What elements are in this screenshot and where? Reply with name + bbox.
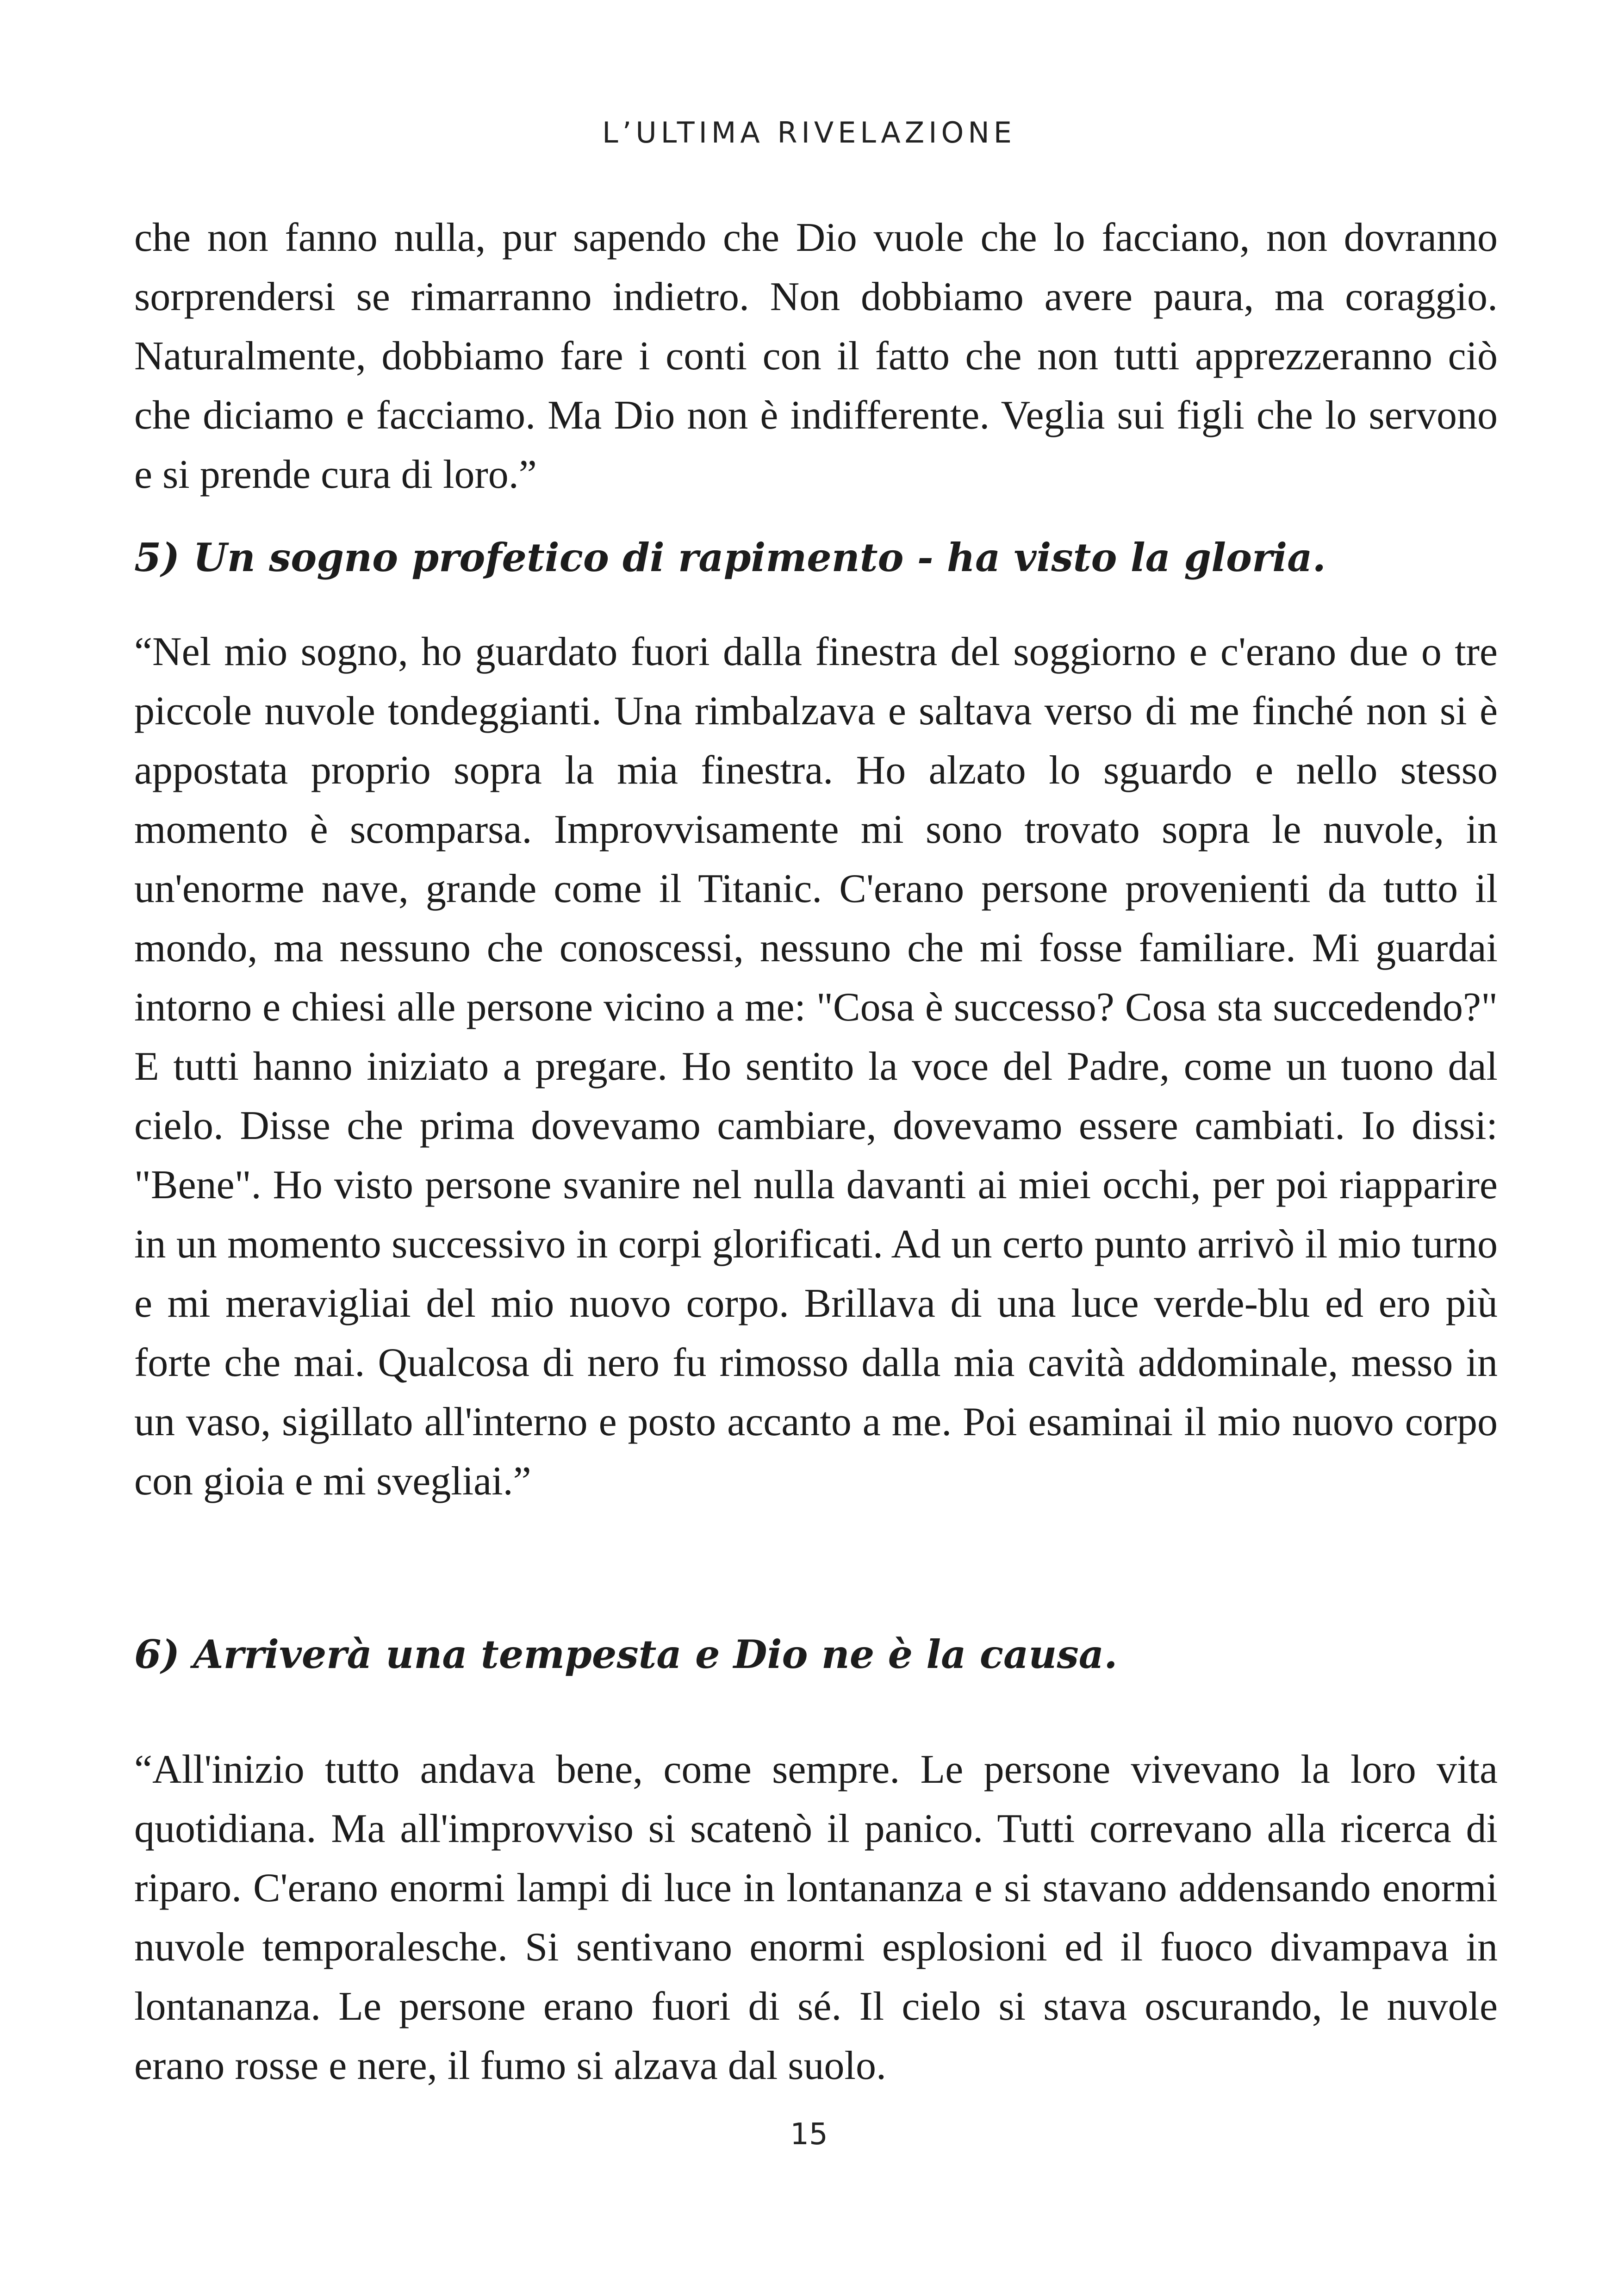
paragraph-text: “All'inizio tutto andava bene, come sempre. Le persone vivevano la loro vita quotidiana. Ma all'improvviso si scatenò il panico. Tutti correvano alla ricerca di riparo. C'erano enormi lampi di luce in lontananza e si stavano addensando enormi nuvole temporalesche. Si sentivano enormi esplosioni ed il fuoco divampava in lontananza. Le persone erano fuori di sé. Il cielo si stava oscurando, le nuvole erano rosse e nere, il fumo si alzava dal suolo.	[134, 1747, 1498, 2088]
paragraph-text: che non fanno nulla, pur sapendo che Dio vuole che lo facciano, non dovranno sorprendersi se rimarranno indietro. Non dobbiamo avere paura, ma coraggio. Naturalmente, dobbiamo fare i conti con il fatto che non tutti apprezzeranno ciò che diciamo e facciamo. Ma Dio non è indifferente. Veglia sui figli che lo servono e si prende cura di loro.”	[134, 215, 1498, 497]
section-heading-5: 5) Un sogno profetico di rapimento - ha visto la gloria.	[134, 535, 1326, 580]
running-title: L’ULTIMA RIVELAZIONE	[602, 116, 1016, 149]
page-number: 15	[790, 2117, 828, 2152]
paragraph-storm	[134, 1740, 1498, 2096]
paragraph-continued	[134, 208, 1498, 504]
section-heading-6: 6) Arriverà una tempesta e Dio ne è la causa.	[134, 1631, 1118, 1677]
paragraph-dream-rapture	[134, 622, 1498, 1511]
paragraph-text: “Nel mio sogno, ho guardato fuori dalla finestra del soggiorno e c'erano due o tre piccole nuvole tondeggianti. Una rimbalzava e saltava verso di me finché non si è appostata proprio sopra la mia finestra. Ho alzato lo sguardo e nello stesso momento è scomparsa. Improvvisamente mi sono trovato sopra le nuvole, in un'enorme nave, grande come il Titanic. C'erano persone provenienti da tutto il mondo, ma nessuno che conoscessi, nessuno che mi fosse familiare. Mi guardai intorno e chiesi alle persone vicino a me: "Cosa è successo? Cosa sta succedendo?" E tutti hanno iniziato a pregare. Ho sentito la voce del Padre, come un tuono dal cielo. Disse che prima dovevamo cambiare, dovevamo essere cambiati. Io dissi: "Bene". Ho visto persone svanire nel nulla davanti ai miei occhi, per poi riapparire in un momento successivo in corpi glorificati. Ad un certo punto arrivò il mio turno e mi meravigliai del mio nuovo corpo. Brillava di una luce verde-blu ed ero più forte che mai. Qualcosa di nero fu rimosso dalla mia cavità addominale, messo in un vaso, sigillato all'interno e posto accanto a me. Poi esaminai il mio nuovo corpo con gioia e mi svegliai.”	[134, 629, 1498, 1504]
